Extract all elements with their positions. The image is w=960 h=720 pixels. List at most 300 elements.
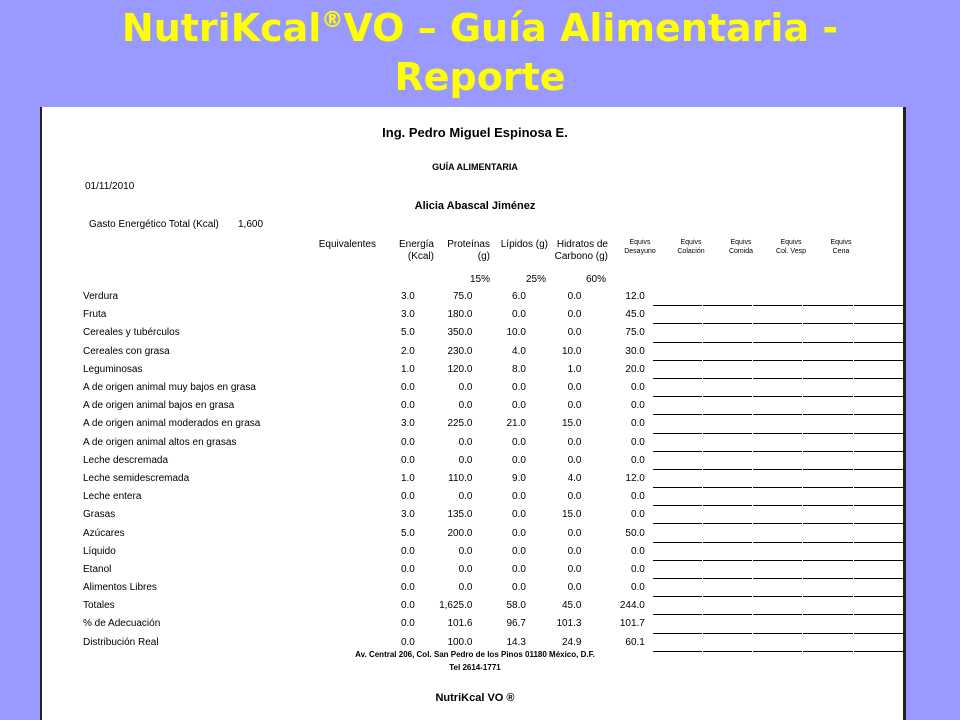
blank-equivs-cena [854,306,903,324]
row-hidratos: 0.0 [630,582,645,594]
blank-equivs-desayuno [653,288,702,306]
blank-equivs-colvesp [803,579,852,597]
blank-equivs-colacion [703,597,752,615]
blank-equivs-colacion [703,397,752,415]
blank-equivs-cena [854,360,903,378]
header-cena-line1: Equivs [830,239,852,246]
row-equivalentes: 3.0 [400,418,415,430]
row-hidratos: 0.0 [630,509,645,521]
table-row [83,324,903,342]
row-energia: 0.0 [458,582,473,594]
header-hidratos [548,239,608,263]
patient-name: Alicia Abascal Jiménez [414,200,536,212]
blank-equivs-colacion [703,542,752,560]
blank-equivs-comida [753,324,802,342]
blank-equivs-colvesp [803,633,852,651]
row-energia: 0.0 [458,454,473,466]
blank-equivs-colvesp [803,324,852,342]
table-row [83,597,903,615]
blank-equivs-cena [854,415,903,433]
row-equivalentes: 0.0 [400,618,415,630]
table-row [83,306,903,324]
table-row [83,633,903,651]
blank-equivs-colacion [703,488,752,506]
blank-equivs-colvesp [803,415,852,433]
row-proteinas: 0.0 [512,527,526,539]
blank-equivs-comida [753,615,802,633]
row-lipidos: 0.0 [567,327,582,339]
row-energia: 350.0 [447,327,473,339]
row-energia: 0.0 [458,436,473,448]
blank-equivs-comida [753,433,802,451]
report-page [40,107,906,720]
title-rest: VO – Guía Alimentaria - [343,6,839,50]
row-spacer [645,597,653,615]
header-equivs-colacion [665,238,717,256]
row-label: Fruta [83,309,107,321]
blank-equivs-colvesp [803,378,852,396]
row-spacer [645,306,653,324]
footer-telephone: Tel 2614-1771 [449,663,501,672]
blank-equivs-desayuno [653,560,702,578]
row-energia: 0.0 [458,563,473,575]
row-lipidos: 0.0 [567,527,582,539]
row-energia: 225.0 [447,418,473,430]
row-energia: 110.0 [448,472,473,484]
row-hidratos: 0.0 [630,382,645,394]
row-spacer [645,633,653,651]
row-lipidos: 0.0 [567,309,582,321]
row-proteinas: 0.0 [512,400,526,412]
row-label: A de origen animal altos en grasas [83,436,237,448]
row-lipidos: 0.0 [567,436,582,448]
blank-equivs-cena [854,560,903,578]
blank-equivs-desayuno [653,342,702,360]
header-energia [382,239,434,263]
row-equivalentes: 1.0 [400,363,415,375]
blank-equivs-colvesp [803,542,852,560]
header-proteinas-line2: (g) [477,251,490,262]
row-spacer [645,560,653,578]
row-equivalentes: 0.0 [400,491,415,503]
blank-equivs-desayuno [653,524,702,542]
row-equivalentes: 0.0 [400,400,415,412]
row-hidratos: 0.0 [630,400,645,412]
row-label: Etanol [83,563,112,575]
row-hidratos: 45.0 [625,309,645,321]
header-equivs-comida [715,238,767,256]
row-equivalentes: 2.0 [400,345,415,357]
row-equivalentes: 3.0 [400,309,415,321]
table-row [83,288,903,306]
row-energia: 100.0 [447,636,473,648]
row-hidratos: 50.0 [625,527,645,539]
blank-equivs-desayuno [653,633,702,651]
row-proteinas: 0.0 [512,563,526,575]
blank-equivs-desayuno [653,397,702,415]
row-equivalentes: 0.0 [400,582,415,594]
blank-equivs-colacion [703,524,752,542]
blank-equivs-colacion [703,469,752,487]
blank-equivs-cena [854,633,903,651]
row-lipidos: 0.0 [567,491,582,503]
food-guide-table [83,288,903,652]
blank-equivs-colacion [703,342,752,360]
header-equivs-colvesp [765,238,817,256]
table-row [83,397,903,415]
row-lipidos: 0.0 [567,382,582,394]
row-label: Grasas [83,509,116,521]
row-label: Leche descremada [83,454,169,466]
row-energia: 200.0 [447,527,473,539]
row-lipidos: 10.0 [562,345,582,357]
row-hidratos: 0.0 [630,491,645,503]
row-equivalentes: 0.0 [400,382,415,394]
row-proteinas: 10.0 [506,327,526,339]
table-row [83,469,903,487]
blank-equivs-colacion [703,415,752,433]
row-proteinas: 6.0 [512,291,526,303]
row-energia: 0.0 [458,382,473,394]
blank-equivs-colacion [703,579,752,597]
slide-title [0,4,960,102]
row-equivalentes: 0.0 [400,436,415,448]
blank-equivs-comida [753,469,802,487]
row-equivalentes: 1.0 [400,472,415,484]
row-energia: 0.0 [458,491,473,503]
row-spacer [645,488,653,506]
row-energia: 135.0 [447,509,473,521]
pct-proteinas: 15% [469,274,490,285]
footer-brand: NutriKcal VO ® [435,692,515,704]
blank-equivs-desayuno [653,597,702,615]
blank-equivs-desayuno [653,615,702,633]
header-equivs-cena [815,238,867,256]
row-label: Verdura [83,291,119,303]
blank-equivs-colvesp [803,615,852,633]
row-equivalentes: 5.0 [400,527,415,539]
blank-equivs-colacion [703,306,752,324]
header-energia-line1: Energía [398,239,434,250]
slide-title-line2: Reporte [394,55,566,99]
row-hidratos: 0.0 [630,436,645,448]
row-spacer [645,397,653,415]
row-label: Líquido [83,545,116,557]
row-label: Alimentos Libres [83,582,157,594]
row-proteinas: 0.0 [512,545,526,557]
blank-equivs-desayuno [653,506,702,524]
row-spacer [645,451,653,469]
blank-equivs-colacion [703,324,752,342]
row-lipidos: 15.0 [562,509,582,521]
get-value: 1,600 [238,219,264,230]
row-equivalentes: 0.0 [400,600,415,612]
document-title: GUÍA ALIMENTARIA [432,162,518,172]
header-colacion-line2: Colación [677,248,705,255]
table-row [83,488,903,506]
row-energia: 180.0 [447,309,473,321]
row-label: A de origen animal moderados en grasa [83,418,261,430]
row-proteinas: 0.0 [512,309,526,321]
blank-equivs-colvesp [803,560,852,578]
blank-equivs-cena [854,397,903,415]
blank-equivs-cena [854,433,903,451]
footer-address: Av. Central 206, Col. San Pedro de los Pinos 01180 México, D.F. [355,650,595,659]
title-brand: NutriKcal [121,6,322,50]
blank-equivs-colacion [703,360,752,378]
row-lipidos: 1.0 [567,363,582,375]
row-equivalentes: 0.0 [400,563,415,575]
blank-equivs-comida [753,378,802,396]
blank-equivs-colvesp [803,306,852,324]
blank-equivs-comida [753,560,802,578]
row-energia: 230.0 [447,345,473,357]
row-spacer [645,433,653,451]
blank-equivs-colacion [703,378,752,396]
row-spacer [645,360,653,378]
blank-equivs-cena [854,615,903,633]
row-proteinas: 21.0 [506,418,526,430]
row-lipidos: 0.0 [567,291,582,303]
row-hidratos: 12.0 [625,472,645,484]
blank-equivs-colacion [703,560,752,578]
food-guide-table-body [83,288,903,651]
pct-lipidos: 25% [525,274,546,285]
header-desayuno-line1: Equivs [629,239,651,246]
row-spacer [645,506,653,524]
blank-equivs-comida [753,524,802,542]
row-proteinas: 0.0 [512,582,526,594]
row-hidratos: 0.0 [630,454,645,466]
row-equivalentes: 3.0 [400,291,415,303]
row-equivalentes: 0.0 [400,545,415,557]
blank-equivs-comida [753,288,802,306]
header-colvesp-line1: Equivs [780,239,802,246]
blank-equivs-desayuno [653,415,702,433]
row-proteinas: 0.0 [512,382,526,394]
blank-equivs-colvesp [803,506,852,524]
row-hidratos: 244.0 [619,600,645,612]
blank-equivs-comida [753,397,802,415]
title-registered-mark: ® [321,8,344,33]
header-equivalentes: Equivalentes [318,239,376,250]
header-proteinas-line1: Proteínas [447,239,490,250]
blank-equivs-colvesp [803,488,852,506]
row-spacer [645,288,653,306]
blank-equivs-colvesp [803,524,852,542]
blank-equivs-comida [753,597,802,615]
blank-equivs-colvesp [803,360,852,378]
blank-equivs-desayuno [653,378,702,396]
blank-equivs-cena [854,488,903,506]
blank-equivs-cena [854,524,903,542]
row-hidratos: 0.0 [630,563,645,575]
blank-equivs-desayuno [653,360,702,378]
row-spacer [645,324,653,342]
table-row [83,451,903,469]
table-row [83,378,903,396]
row-energia: 0.0 [458,545,473,557]
blank-equivs-colvesp [803,433,852,451]
header-hidratos-line1: Hidratos de [556,239,608,250]
table-row [83,360,903,378]
blank-equivs-comida [753,633,802,651]
row-hidratos: 75.0 [625,327,645,339]
blank-equivs-desayuno [653,579,702,597]
blank-equivs-desayuno [653,324,702,342]
row-label: Leche entera [83,491,142,503]
blank-equivs-cena [854,469,903,487]
table-row [83,615,903,633]
blank-equivs-desayuno [653,306,702,324]
row-energia: 101.6 [447,618,473,630]
blank-equivs-colvesp [803,597,852,615]
row-spacer [645,378,653,396]
row-label: Leguminosas [83,363,143,375]
blank-equivs-comida [753,415,802,433]
row-proteinas: 0.0 [512,509,526,521]
row-label: % de Adecuación [83,618,161,630]
row-proteinas: 96.7 [506,618,526,630]
blank-equivs-colvesp [803,288,852,306]
row-lipidos: 24.9 [562,636,582,648]
row-hidratos: 0.0 [630,545,645,557]
blank-equivs-desayuno [653,469,702,487]
header-comida-line1: Equivs [730,239,752,246]
blank-equivs-comida [753,360,802,378]
blank-equivs-cena [854,324,903,342]
blank-equivs-colvesp [803,397,852,415]
blank-equivs-desayuno [653,433,702,451]
blank-equivs-cena [854,597,903,615]
header-proteinas [438,239,490,263]
report-date: 01/11/2010 [85,181,135,192]
blank-equivs-comida [753,488,802,506]
blank-equivs-cena [854,378,903,396]
blank-equivs-colacion [703,615,752,633]
blank-equivs-desayuno [653,542,702,560]
row-label: Cereales con grasa [83,345,170,357]
table-row [83,433,903,451]
table-row [83,579,903,597]
row-equivalentes: 5.0 [400,327,415,339]
table-row [83,342,903,360]
header-lipidos: Lípidos (g) [500,239,548,250]
blank-equivs-cena [854,451,903,469]
row-label: Distribución Real [83,636,159,648]
row-equivalentes: 0.0 [400,454,415,466]
pct-hidratos: 60% [585,274,606,285]
table-row [83,524,903,542]
row-proteinas: 0.0 [512,491,526,503]
blank-equivs-colvesp [803,469,852,487]
row-lipidos: 101.3 [556,618,582,630]
row-proteinas: 0.0 [512,436,526,448]
row-hidratos: 60.1 [625,636,645,648]
row-spacer [645,579,653,597]
blank-equivs-colacion [703,288,752,306]
row-lipidos: 0.0 [567,454,582,466]
row-lipidos: 0.0 [567,563,582,575]
row-lipidos: 4.0 [567,472,582,484]
blank-equivs-comida [753,542,802,560]
header-hidratos-line2: Carbono (g) [554,251,608,262]
row-proteinas: 9.0 [512,472,526,484]
doctor-name: Ing. Pedro Miguel Espinosa E. [382,125,568,140]
row-hidratos: 12.0 [625,291,645,303]
blank-equivs-colvesp [803,451,852,469]
blank-equivs-comida [753,579,802,597]
table-row [83,415,903,433]
row-hidratos: 30.0 [625,345,645,357]
blank-equivs-colacion [703,451,752,469]
row-lipidos: 0.0 [567,582,582,594]
row-energia: 0.0 [458,400,473,412]
blank-equivs-desayuno [653,488,702,506]
row-proteinas: 58.0 [506,600,526,612]
row-hidratos: 101.7 [619,618,645,630]
row-spacer [645,542,653,560]
blank-equivs-colacion [703,633,752,651]
row-energia: 75.0 [453,291,473,303]
blank-equivs-colvesp [803,342,852,360]
header-colvesp-line2: Col. Vesp [776,248,806,255]
blank-equivs-colacion [703,433,752,451]
row-lipidos: 45.0 [562,600,582,612]
row-energia: 1,625.0 [439,600,473,612]
blank-equivs-comida [753,451,802,469]
row-label: Leche semidescremada [83,472,190,484]
row-proteinas: 14.3 [506,636,526,648]
blank-equivs-cena [854,542,903,560]
row-equivalentes: 3.0 [400,509,415,521]
row-proteinas: 4.0 [512,345,526,357]
get-label: Gasto Energético Total (Kcal) [89,219,219,230]
row-label: A de origen animal bajos en grasa [83,400,235,412]
row-lipidos: 0.0 [567,545,582,557]
table-row [83,542,903,560]
header-equivs-desayuno [614,238,666,256]
header-cena-line2: Cena [832,248,850,255]
blank-equivs-comida [753,306,802,324]
row-proteinas: 8.0 [512,363,526,375]
row-label: Cereales y tubérculos [83,327,180,339]
row-spacer [645,524,653,542]
row-label: Azúcares [83,527,125,539]
blank-equivs-cena [854,288,903,306]
blank-equivs-desayuno [653,451,702,469]
blank-equivs-cena [854,506,903,524]
blank-equivs-comida [753,342,802,360]
row-hidratos: 20.0 [625,363,645,375]
header-colacion-line1: Equivs [680,239,702,246]
header-energia-line2: (Kcal) [407,251,434,262]
row-hidratos: 0.0 [630,418,645,430]
blank-equivs-comida [753,506,802,524]
slide-title-line1 [0,4,960,53]
row-spacer [645,469,653,487]
row-energia: 120.0 [447,363,473,375]
table-row [83,560,903,578]
table-row [83,506,903,524]
row-label: Totales [83,600,115,612]
row-proteinas: 0.0 [512,454,526,466]
row-equivalentes: 0.0 [400,636,415,648]
row-lipidos: 15.0 [562,418,582,430]
header-comida-line2: Comida [728,248,754,255]
header-desayuno-line2: Desayuno [624,248,656,255]
row-spacer [645,342,653,360]
